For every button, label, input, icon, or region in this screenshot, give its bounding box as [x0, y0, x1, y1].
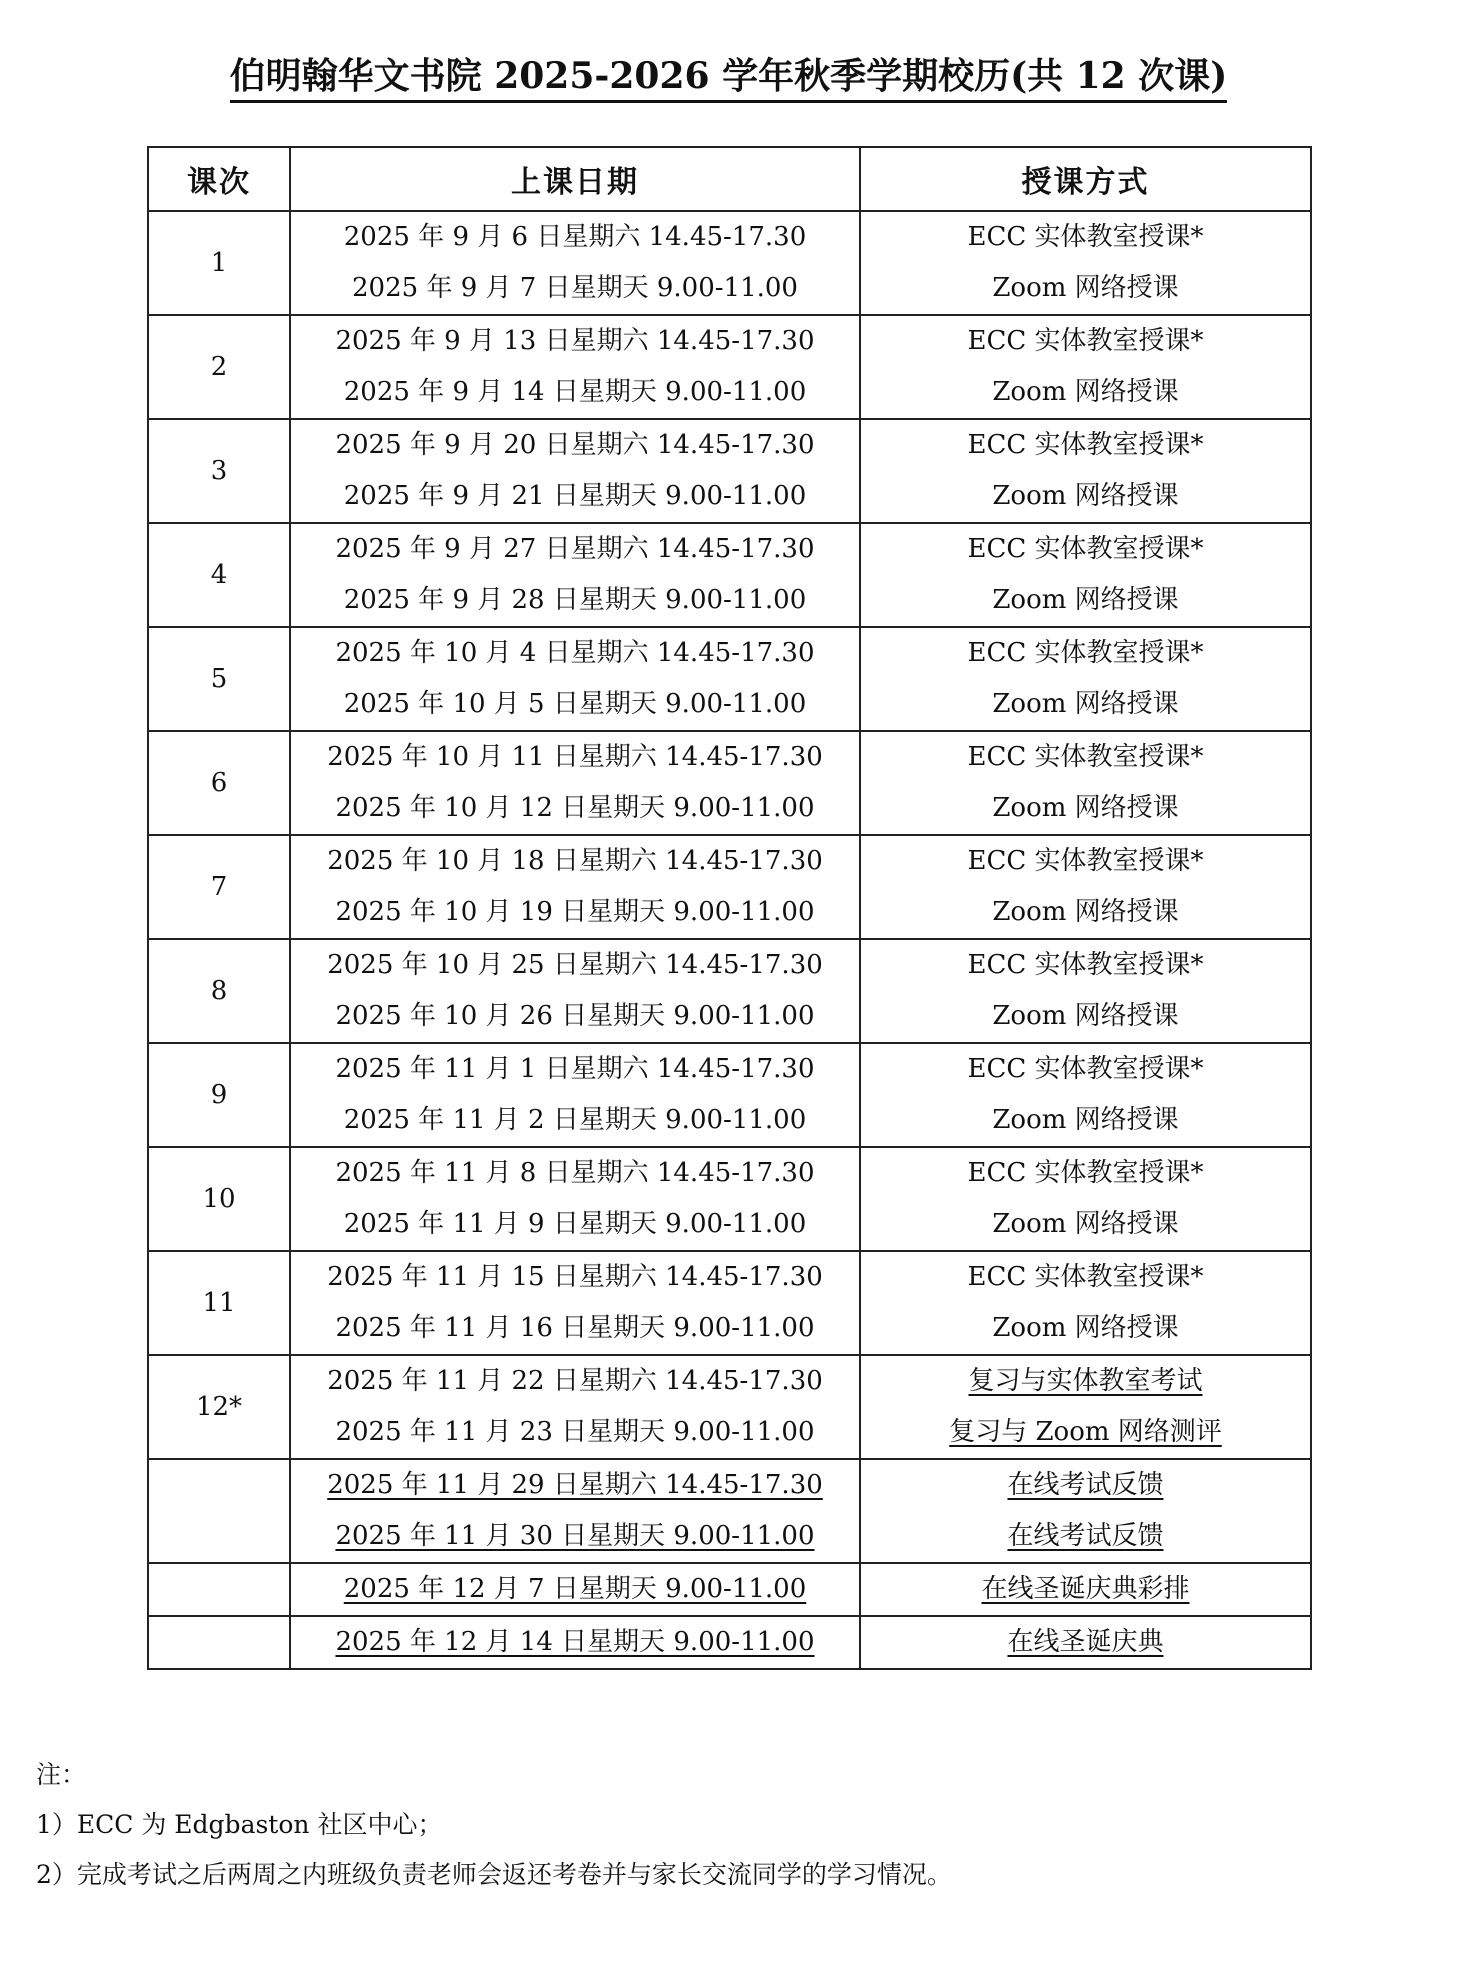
teaching-mode-line	[861, 575, 1310, 626]
table-row	[148, 211, 1311, 315]
teaching-mode-cell	[860, 1251, 1311, 1355]
class-date-text: 2025 年 11 月 29 日星期六 14.45-17.30	[327, 1470, 823, 1500]
class-date-line	[291, 1356, 859, 1407]
table-row	[148, 1251, 1311, 1355]
class-date-cell	[290, 315, 860, 419]
teaching-mode-text: 复习与 Zoom 网络测评	[949, 1417, 1222, 1447]
class-date-text: 2025 年 11 月 15 日星期六 14.45-17.30	[327, 1262, 823, 1292]
class-date-cell	[290, 1355, 860, 1459]
notes-heading: 注：	[36, 1760, 87, 1789]
class-date-text: 2025 年 9 月 20 日星期六 14.45-17.30	[335, 430, 815, 460]
teaching-mode-text: Zoom 网络授课	[992, 1105, 1179, 1135]
teaching-mode-text: ECC 实体教室授课*	[967, 1158, 1204, 1188]
class-date-line	[291, 732, 859, 783]
class-date-line	[291, 1044, 859, 1095]
table-row	[148, 419, 1311, 523]
table-row	[148, 1147, 1311, 1251]
class-date-line	[291, 1199, 859, 1250]
teaching-mode-line	[861, 471, 1310, 522]
class-date-text: 2025 年 11 月 8 日星期六 14.45-17.30	[335, 1158, 815, 1188]
class-date-text: 2025 年 10 月 4 日星期六 14.45-17.30	[335, 638, 815, 668]
class-date-cell	[290, 1147, 860, 1251]
class-date-cell	[290, 627, 860, 731]
teaching-mode-text: 在线考试反馈	[1007, 1470, 1164, 1500]
class-date-text: 2025 年 9 月 13 日星期六 14.45-17.30	[335, 326, 815, 356]
class-date-line	[291, 1095, 859, 1146]
class-date-cell	[290, 419, 860, 523]
class-date-cell	[290, 1616, 860, 1669]
teaching-mode-line	[861, 732, 1310, 783]
class-date-text: 2025 年 9 月 21 日星期天 9.00-11.00	[343, 481, 807, 511]
lesson-number-cell: 7	[148, 835, 290, 939]
teaching-mode-line	[861, 1199, 1310, 1250]
teaching-mode-text: ECC 实体教室授课*	[967, 326, 1204, 356]
teaching-mode-line	[861, 420, 1310, 471]
table-row	[148, 627, 1311, 731]
teaching-mode-text: ECC 实体教室授课*	[967, 742, 1204, 772]
teaching-mode-text: ECC 实体教室授课*	[967, 534, 1204, 564]
class-date-text: 2025 年 10 月 19 日星期天 9.00-11.00	[335, 897, 815, 927]
class-date-cell	[290, 1251, 860, 1355]
note-item-1: 1）ECC 为 Edgbaston 社区中心；	[36, 1810, 443, 1839]
class-date-text: 2025 年 11 月 22 日星期六 14.45-17.30	[327, 1366, 823, 1396]
class-date-line	[291, 679, 859, 730]
class-date-text: 2025 年 10 月 11 日星期六 14.45-17.30	[327, 742, 823, 772]
teaching-mode-line	[861, 1460, 1310, 1511]
class-date-text: 2025 年 12 月 7 日星期天 9.00-11.00	[343, 1574, 807, 1604]
class-date-line	[291, 887, 859, 938]
table-row	[148, 523, 1311, 627]
lesson-number-cell: 5	[148, 627, 290, 731]
class-date-text: 2025 年 11 月 9 日星期天 9.00-11.00	[343, 1209, 807, 1239]
teaching-mode-text: Zoom 网络授课	[992, 1001, 1179, 1031]
lesson-number-cell: 1	[148, 211, 290, 315]
page-title	[0, 48, 1457, 99]
teaching-mode-cell	[860, 939, 1311, 1043]
header-lesson-number: 课次	[148, 147, 290, 211]
teaching-mode-line	[861, 1564, 1310, 1615]
lesson-number-cell	[148, 1563, 290, 1616]
class-date-cell	[290, 939, 860, 1043]
teaching-mode-cell	[860, 315, 1311, 419]
class-date-line	[291, 1460, 859, 1511]
teaching-mode-cell	[860, 1459, 1311, 1563]
teaching-mode-line	[861, 1252, 1310, 1303]
teaching-mode-line	[861, 836, 1310, 887]
table-row	[148, 835, 1311, 939]
class-date-line	[291, 471, 859, 522]
class-date-cell	[290, 1563, 860, 1616]
class-date-text: 2025 年 10 月 18 日星期六 14.45-17.30	[327, 846, 823, 876]
page-title-text: 伯明翰华文书院 2025-2026 学年秋季学期校历(共 12 次课)	[230, 55, 1228, 103]
teaching-mode-line	[861, 1511, 1310, 1562]
teaching-mode-text: ECC 实体教室授课*	[967, 950, 1204, 980]
teaching-mode-line	[861, 212, 1310, 263]
calendar-table	[147, 146, 1312, 1670]
note-item-2: 2）完成考试之后两周之内班级负责老师会返还考卷并与家长交流同学的学习情况。	[36, 1860, 952, 1889]
lesson-number-cell: 3	[148, 419, 290, 523]
class-date-text: 2025 年 9 月 7 日星期天 9.00-11.00	[352, 273, 798, 303]
class-date-text: 2025 年 10 月 26 日星期天 9.00-11.00	[335, 1001, 815, 1031]
class-date-line	[291, 1303, 859, 1354]
teaching-mode-line	[861, 1407, 1310, 1458]
class-date-line	[291, 316, 859, 367]
teaching-mode-text: Zoom 网络授课	[992, 897, 1179, 927]
teaching-mode-text: Zoom 网络授课	[992, 481, 1179, 511]
lesson-number-cell: 4	[148, 523, 290, 627]
class-date-cell	[290, 731, 860, 835]
teaching-mode-text: 在线圣诞庆典彩排	[981, 1574, 1190, 1604]
lesson-number-cell: 9	[148, 1043, 290, 1147]
teaching-mode-line	[861, 1148, 1310, 1199]
teaching-mode-line	[861, 783, 1310, 834]
teaching-mode-line	[861, 628, 1310, 679]
class-date-text: 2025 年 11 月 2 日星期天 9.00-11.00	[343, 1105, 807, 1135]
class-date-line	[291, 628, 859, 679]
teaching-mode-line	[861, 1303, 1310, 1354]
teaching-mode-text: ECC 实体教室授课*	[967, 638, 1204, 668]
class-date-text: 2025 年 10 月 5 日星期天 9.00-11.00	[343, 689, 807, 719]
teaching-mode-line	[861, 1095, 1310, 1146]
teaching-mode-text: 复习与实体教室考试	[968, 1366, 1203, 1396]
class-date-text: 2025 年 9 月 6 日星期六 14.45-17.30	[343, 222, 807, 252]
class-date-line	[291, 1564, 859, 1615]
lesson-number-cell: 10	[148, 1147, 290, 1251]
class-date-cell	[290, 835, 860, 939]
class-date-line	[291, 524, 859, 575]
teaching-mode-cell	[860, 627, 1311, 731]
header-class-date: 上课日期	[290, 147, 860, 211]
table-row	[148, 315, 1311, 419]
class-date-text: 2025 年 9 月 28 日星期天 9.00-11.00	[343, 585, 807, 615]
class-date-line	[291, 263, 859, 314]
teaching-mode-cell	[860, 1355, 1311, 1459]
teaching-mode-line	[861, 1356, 1310, 1407]
class-date-text: 2025 年 10 月 25 日星期六 14.45-17.30	[327, 950, 823, 980]
class-date-text: 2025 年 11 月 1 日星期六 14.45-17.30	[335, 1054, 815, 1084]
teaching-mode-text: Zoom 网络授课	[992, 585, 1179, 615]
lesson-number-cell: 6	[148, 731, 290, 835]
class-date-text: 2025 年 9 月 27 日星期六 14.45-17.30	[335, 534, 815, 564]
teaching-mode-cell	[860, 731, 1311, 835]
teaching-mode-text: Zoom 网络授课	[992, 273, 1179, 303]
class-date-line	[291, 1511, 859, 1562]
class-date-text: 2025 年 11 月 23 日星期天 9.00-11.00	[335, 1417, 815, 1447]
class-date-line	[291, 212, 859, 263]
teaching-mode-line	[861, 1617, 1310, 1668]
class-date-cell	[290, 1043, 860, 1147]
class-date-line	[291, 1617, 859, 1668]
teaching-mode-line	[861, 367, 1310, 418]
class-date-line	[291, 575, 859, 626]
class-date-text: 2025 年 10 月 12 日星期天 9.00-11.00	[335, 793, 815, 823]
teaching-mode-text: 在线圣诞庆典	[1007, 1627, 1164, 1657]
header-teaching-mode: 授课方式	[860, 147, 1311, 211]
teaching-mode-text: ECC 实体教室授课*	[967, 222, 1204, 252]
teaching-mode-text: Zoom 网络授课	[992, 1209, 1179, 1239]
class-date-line	[291, 1407, 859, 1458]
teaching-mode-cell	[860, 523, 1311, 627]
table-header-row	[148, 147, 1311, 211]
class-date-text: 2025 年 12 月 14 日星期天 9.00-11.00	[335, 1627, 815, 1657]
lesson-number-cell: 2	[148, 315, 290, 419]
class-date-line	[291, 836, 859, 887]
teaching-mode-cell	[860, 1147, 1311, 1251]
teaching-mode-line	[861, 679, 1310, 730]
teaching-mode-line	[861, 991, 1310, 1042]
teaching-mode-cell	[860, 419, 1311, 523]
teaching-mode-line	[861, 1044, 1310, 1095]
calendar-table-body	[148, 211, 1311, 1669]
teaching-mode-text: 在线考试反馈	[1007, 1521, 1164, 1551]
lesson-number-cell	[148, 1616, 290, 1669]
teaching-mode-text: ECC 实体教室授课*	[967, 1054, 1204, 1084]
class-date-line	[291, 940, 859, 991]
class-date-text: 2025 年 9 月 14 日星期天 9.00-11.00	[343, 377, 807, 407]
table-row	[148, 939, 1311, 1043]
teaching-mode-line	[861, 940, 1310, 991]
notes-section	[36, 1750, 952, 1900]
class-date-line	[291, 1148, 859, 1199]
table-row	[148, 1616, 1311, 1669]
class-date-line	[291, 1252, 859, 1303]
teaching-mode-text: Zoom 网络授课	[992, 793, 1179, 823]
teaching-mode-text: Zoom 网络授课	[992, 377, 1179, 407]
lesson-number-cell: 8	[148, 939, 290, 1043]
class-date-line	[291, 783, 859, 834]
teaching-mode-cell	[860, 1043, 1311, 1147]
teaching-mode-line	[861, 887, 1310, 938]
class-date-line	[291, 991, 859, 1042]
class-date-text: 2025 年 11 月 16 日星期天 9.00-11.00	[335, 1313, 815, 1343]
teaching-mode-text: Zoom 网络授课	[992, 689, 1179, 719]
class-date-text: 2025 年 11 月 30 日星期天 9.00-11.00	[335, 1521, 815, 1551]
table-row	[148, 1043, 1311, 1147]
teaching-mode-text: ECC 实体教室授课*	[967, 1262, 1204, 1292]
lesson-number-cell	[148, 1459, 290, 1563]
teaching-mode-cell	[860, 1563, 1311, 1616]
table-row	[148, 1563, 1311, 1616]
class-date-cell	[290, 1459, 860, 1563]
class-date-line	[291, 367, 859, 418]
teaching-mode-text: ECC 实体教室授课*	[967, 430, 1204, 460]
table-row	[148, 1459, 1311, 1563]
table-row	[148, 1355, 1311, 1459]
lesson-number-cell: 12*	[148, 1355, 290, 1459]
class-date-cell	[290, 523, 860, 627]
teaching-mode-line	[861, 524, 1310, 575]
teaching-mode-line	[861, 316, 1310, 367]
teaching-mode-cell	[860, 1616, 1311, 1669]
teaching-mode-text: Zoom 网络授课	[992, 1313, 1179, 1343]
teaching-mode-line	[861, 263, 1310, 314]
teaching-mode-cell	[860, 211, 1311, 315]
teaching-mode-cell	[860, 835, 1311, 939]
lesson-number-cell: 11	[148, 1251, 290, 1355]
class-date-cell	[290, 211, 860, 315]
teaching-mode-text: ECC 实体教室授课*	[967, 846, 1204, 876]
class-date-line	[291, 420, 859, 471]
table-row	[148, 731, 1311, 835]
